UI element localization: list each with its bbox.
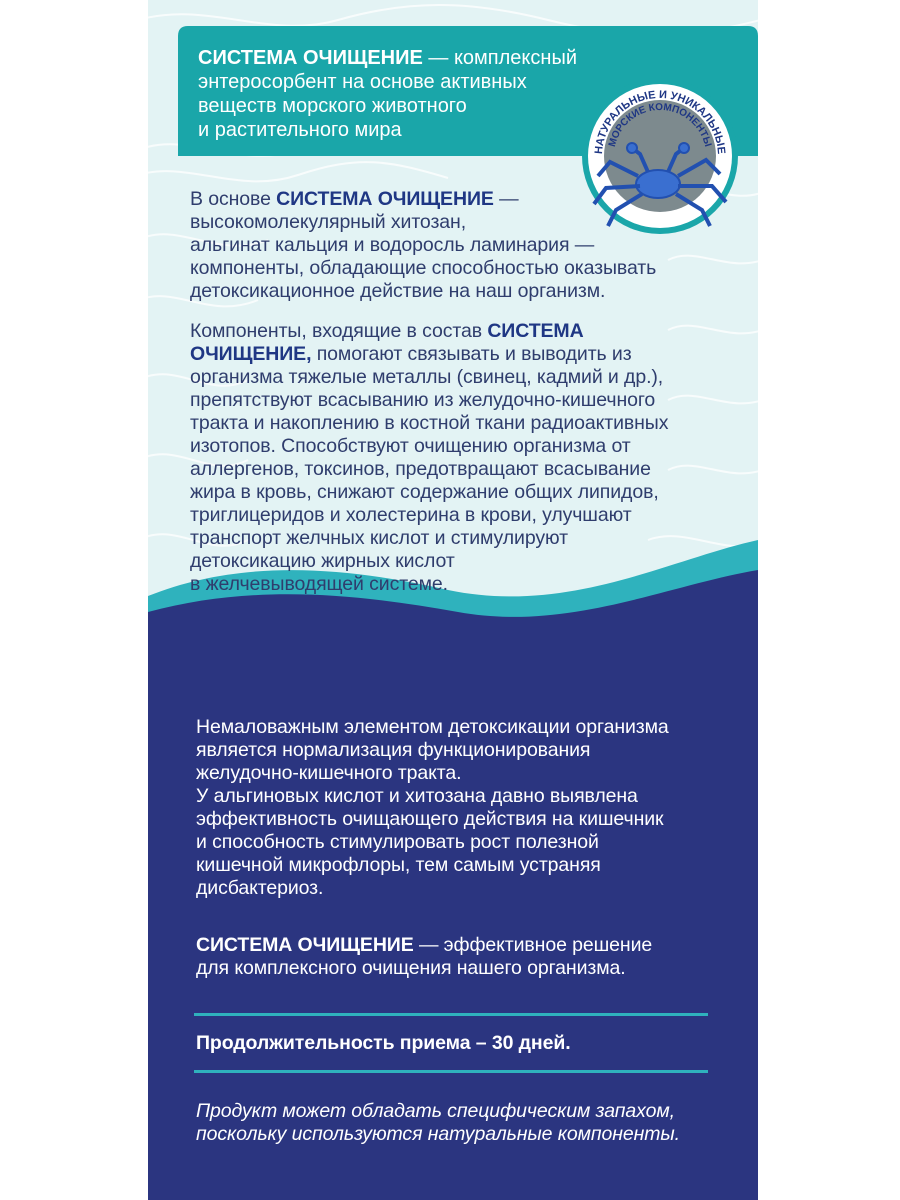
badge-arc-bottom: МОРСКИЕ КОМПОНЕНТЫ <box>606 101 714 149</box>
header-line2: энтеросорбент на основе активных <box>198 71 527 93</box>
header-line3: веществ морского животного <box>198 95 467 117</box>
paragraph-components: Компоненты, входящие в состав СИСТЕМА ОЧИЩЕНИЕ, помогают связывать и выводить из организма тяжелые металлы (свинец, кадмий и др.), препятствуют всасыванию из желудочно-кишечного тракта и накоплению в костной ткани радиоактивных изотопов. Способствуют очищению организма от аллергенов, токсинов, предотвращают всасывание жира в кровь, снижают содержание общих липидов, триглицеридов и холестерина в крови, улучшают транспорт желчных кислот и стимулируют детоксикацию жирных кислот в желчевыводящей системе. <box>190 320 669 595</box>
header-text <box>198 46 618 142</box>
badge-arc-top: НАТУРАЛЬНЫЕ И УНИКАЛЬНЫЕ <box>592 88 728 155</box>
header-line4: и растительного мира <box>198 119 402 141</box>
duration-text: Продолжительность приема – 30 дней. <box>196 1032 571 1054</box>
paragraph-summary: СИСТЕМА ОЧИЩЕНИЕ — эффективное решение для комплексного очищения нашего организма. <box>196 934 653 979</box>
header-brand: СИСТЕМА ОЧИЩЕНИЕ <box>198 47 423 69</box>
divider-top <box>194 1013 708 1016</box>
paragraph-base: В основе СИСТЕМА ОЧИЩЕНИЕ — высокомолекулярный хитозан, альгинат кальция и водоросль ламинария — компоненты, обладающие способностью оказывать детоксикационное действие на наш организм. <box>190 188 657 302</box>
natural-components-badge <box>580 76 740 236</box>
smell-note: Продукт может обладать специфическим запахом, поскольку используются натуральные компоненты. <box>196 1100 680 1145</box>
paragraph-detox: Немаловажным элементом детоксикации организма является нормализация функционирования желудочно-кишечного тракта. У альгиновых кислот и хитозана давно выявлена эффективность очищающего действия на кишечник и способность стимулировать рост полезной кишечной микрофлоры, тем самым устраняя дисбактериоз. <box>196 716 669 899</box>
divider-bottom <box>194 1070 708 1073</box>
header-rest: — комплексный <box>422 47 577 69</box>
